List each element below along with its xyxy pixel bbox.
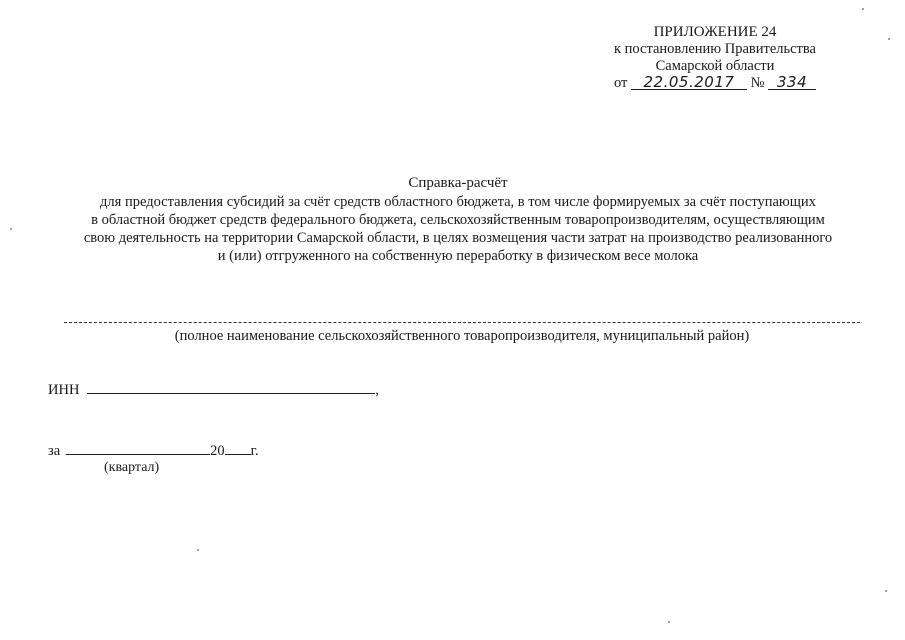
document-title: Справка-расчёт: [408, 175, 508, 191]
year-century: 20: [210, 443, 225, 459]
quarter-caption: (квартал): [104, 460, 160, 475]
producer-name-caption: (полное наименование сельскохозяйственного товаропроизводителя, муниципальный район): [174, 328, 750, 344]
appendix-date-line: [590, 75, 840, 92]
quarter-field[interactable]: [66, 442, 210, 455]
inn-row: [48, 381, 379, 399]
handwritten-number: 334: [768, 75, 816, 90]
heading-line-2: в областной бюджет средств федерального бюджета, сельскохозяйственным товаропроизводителям, осуществляющим: [91, 212, 825, 228]
scan-speck: [197, 549, 199, 551]
inn-field[interactable]: [87, 381, 375, 394]
handwritten-date: 22.05.2017: [631, 75, 747, 90]
inn-comma: ,: [375, 382, 380, 398]
producer-name-field[interactable]: [64, 322, 860, 323]
document-heading: [48, 174, 868, 265]
scan-speck: [10, 228, 12, 230]
inn-label: ИНН: [48, 382, 80, 398]
year-suffix: г.: [250, 443, 259, 459]
number-label: №: [750, 75, 765, 91]
appendix-region-line: Самарской области: [655, 58, 775, 74]
scan-speck: [668, 621, 670, 623]
heading-line-1: для предоставления субсидий за счёт средств областного бюджета, в том числе формируемых за счёт поступающих: [100, 194, 816, 210]
year-field[interactable]: [225, 442, 251, 455]
period-label: за: [48, 443, 61, 459]
scan-speck: [862, 8, 864, 10]
scan-speck: [885, 590, 887, 592]
heading-line-4: и (или) отгруженного на собственную переработку в физическом весе молока: [217, 248, 699, 264]
appendix-title: ПРИЛОЖЕНИЕ 24: [653, 24, 777, 40]
appendix-resolution-line: к постановлению Правительства: [614, 41, 816, 57]
scan-speck: [888, 38, 890, 40]
heading-line-3: свою деятельность на территории Самарской области, в целях возмещения части затрат на производство реализованного: [83, 230, 833, 246]
from-label: от: [613, 75, 628, 91]
appendix-block: [590, 24, 840, 92]
period-row: [48, 442, 259, 460]
